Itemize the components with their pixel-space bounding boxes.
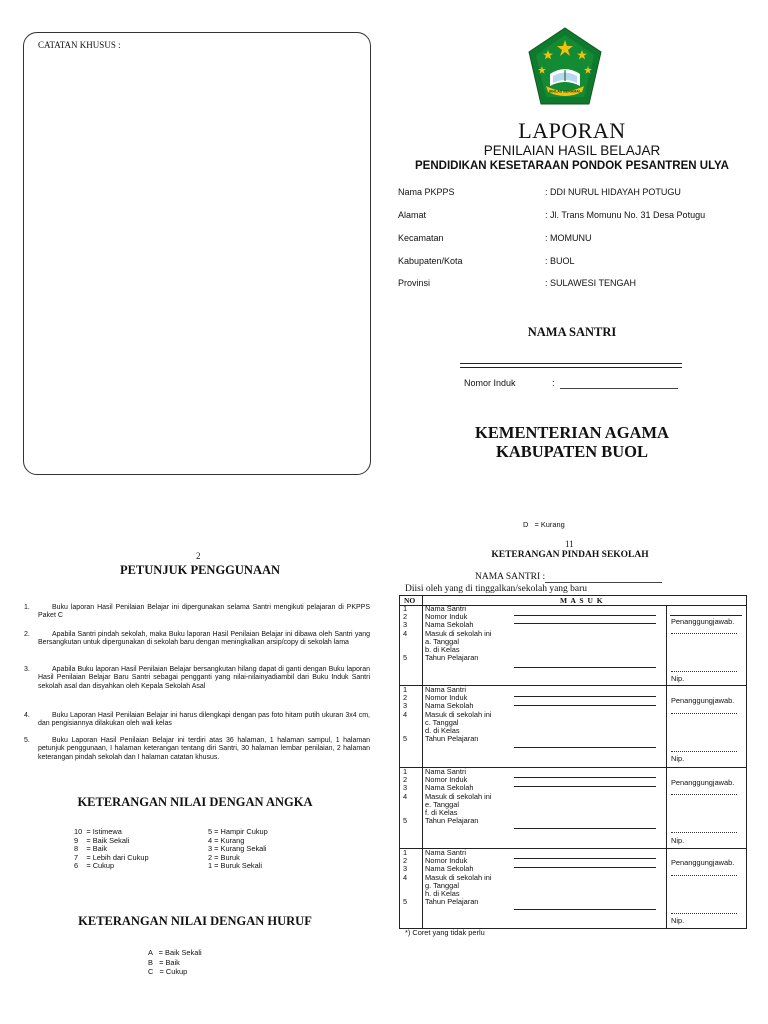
emblem-motto: IKHLAS BERAMAL xyxy=(548,89,582,94)
pindah-nama-santri-line xyxy=(545,582,662,583)
info-value-alamat: : Jl. Trans Momunu No. 31 Desa Potugu xyxy=(545,210,706,220)
grade-3: 3 = Kurang Sekali xyxy=(208,844,267,854)
table-row-block-2-nums: 1 2 3 4 5 xyxy=(403,685,408,744)
info-label-kabupaten: Kabupaten/Kota xyxy=(398,256,463,266)
grade-b: B = Baik xyxy=(148,957,180,967)
grade-c: C = Cukup xyxy=(148,967,188,976)
catatan-khusus-label: CATATAN KHUSUS : xyxy=(38,40,121,50)
info-label-kecamatan: Kecamatan xyxy=(398,233,444,243)
grade-6: 6 = Cukup xyxy=(74,861,115,871)
nilai-angka-right-list xyxy=(208,828,268,871)
grade-2: 2 = Buruk xyxy=(208,852,240,862)
petunjuk-num-2: 2. xyxy=(24,631,30,638)
info-value-kecamatan: : MOMUNU xyxy=(545,233,592,243)
cover-subtitle-2: PENDIDIKAN KESETARAAN PONDOK PESANTREN ULYA xyxy=(415,160,729,172)
grade-d: D = Kurang xyxy=(523,520,565,529)
petunjuk-title: PETUNJUK PENGGUNAAN xyxy=(119,563,281,577)
table-row-block-1-labels: Nama Santri Nomor Induk Nama Sekolah Masuk di sekolah ini a. Tanggal b. di Kelas Tahun Pelajaran xyxy=(425,604,492,663)
petunjuk-num-5: 5. xyxy=(24,737,30,744)
col-header-masuk: M A S U K xyxy=(560,596,604,605)
grade-9: 9 = Baik Sekali xyxy=(74,835,130,845)
page-number-11: 11 xyxy=(565,539,574,549)
info-value-kabupaten: : BUOL xyxy=(545,256,575,266)
grade-7: 7 = Lebih dari Cukup xyxy=(74,852,149,862)
nip-3: Nip. xyxy=(671,836,685,845)
nilai-angka-title: KETERANGAN NILAI DENGAN ANGKA xyxy=(77,795,313,809)
penanggungjawab-2: Penanggungjawab. xyxy=(671,696,735,705)
kemenag-emblem-icon xyxy=(526,26,604,108)
nilai-huruf-title: KETERANGAN NILAI DENGAN HURUF xyxy=(78,914,312,928)
info-label-nama-pkpps: Nama PKPPS xyxy=(398,187,455,197)
table-row-block-1-nums: 1 2 3 4 5 xyxy=(403,604,408,663)
pindah-title: KETERANGAN PINDAH SEKOLAH xyxy=(491,550,649,560)
nilai-huruf-list xyxy=(148,948,202,977)
cover-title: LAPORAN xyxy=(518,118,626,143)
nama-santri-line-bottom xyxy=(460,367,682,368)
nilai-angka-left-list xyxy=(74,828,149,871)
petunjuk-text-1: Buku laporan Hasil Penilaian Belajar ini dipergunakan selama Santri mengikuti pelajaran di PKPPS Paket C xyxy=(38,604,370,620)
petunjuk-text-2: Apabila Santri pindah sekolah, maka Buku laporan Hasil Penilaian Belajar ini dibawa oleh Santri yang Bersangkutan untuk dipergunakan di sekolah baru dengan meningkalkan arsip/copy di sekolah lama xyxy=(38,631,370,647)
table-row-block-3-labels: Nama Santri Nomor Induk Nama Sekolah Masuk di sekolah ini e. Tanggal f. di Kelas Tahun Pelajaran xyxy=(425,767,492,826)
pindah-table xyxy=(399,595,747,929)
grade-5: 5 = Hampir Cukup xyxy=(208,827,268,836)
grade-4: 4 = Kurang xyxy=(208,835,245,845)
penanggungjawab-1: Penanggungjawab. xyxy=(671,617,735,626)
page-number-2: 2 xyxy=(196,551,201,561)
petunjuk-text-3: Apabila Buku laporan Hasil Penilaian Belajar bersangkutan hilang dapat di ganti dengan Buku laporan Hasil Penilaian Belajar Baru Santri sebagai pengganti yang nilai-nilainyadiambil dari Buku Induk Santri sekolah asal dan disyahkan oleh Kepala Sekolah Asal xyxy=(38,666,370,690)
cover-subtitle-1: PENILAIAN HASIL BELAJAR xyxy=(483,143,661,158)
nomor-induk-label: Nomor Induk xyxy=(464,378,516,388)
info-value-provinsi: : SULAWESI TENGAH xyxy=(545,278,637,288)
petunjuk-num-4: 4. xyxy=(24,712,30,719)
pindah-nama-santri-label: NAMA SANTRI : xyxy=(475,572,546,582)
info-value-nama-pkpps: : DDI NURUL HIDAYAH POTUGU xyxy=(545,187,681,197)
petunjuk-num-1: 1. xyxy=(24,604,30,611)
nip-1: Nip. xyxy=(671,674,685,683)
info-label-alamat: Alamat xyxy=(398,210,427,220)
petunjuk-text-4: Buku Laporan Hasil Penilaian Belajar ini harus dilengkapi dengan pas foto hitam putih ukuran 3x4 cm, dan pengisiannya dilakukan oleh wali kelas xyxy=(38,712,370,728)
grade-a: A = Baik Sekali xyxy=(148,948,202,957)
nip-4: Nip. xyxy=(671,916,685,925)
footnote: *) Coret yang tidak perlu xyxy=(405,928,485,937)
penanggungjawab-4: Penanggungjawab. xyxy=(671,858,735,867)
kementerian-heading: KEMENTERIAN AGAMA xyxy=(475,423,669,442)
nip-2: Nip. xyxy=(671,754,685,763)
petunjuk-num-3: 3. xyxy=(24,666,30,673)
table-row-block-4-labels: Nama Santri Nomor Induk Nama Sekolah Masuk di sekolah ini g. Tanggal h. di Kelas Tahun Pelajaran xyxy=(425,848,492,907)
nomor-induk-colon: : xyxy=(552,378,555,388)
catatan-khusus-box xyxy=(23,32,371,475)
penanggungjawab-3: Penanggungjawab. xyxy=(671,778,735,787)
nama-santri-line-top xyxy=(460,363,682,364)
table-row-block-4-nums: 1 2 3 4 5 xyxy=(403,848,408,907)
nomor-induk-fill-line xyxy=(560,388,678,389)
petunjuk-text-5: Buku Laporan Hasil Penilaian Belajar ini terdiri atas 36 halaman, 1 halaman sampul, 1 halaman petunjuk penggunaan, I halaman keterangan tentang diri Santri, 30 halaman lembar penilaian, 2 halaman keterangan pindah sekolah dan I halaman catatan khusus. xyxy=(38,737,370,761)
grade-1: 1 = Buruk Sekali xyxy=(208,861,263,871)
info-label-provinsi: Provinsi xyxy=(398,278,431,288)
nama-santri-heading: NAMA SANTRI xyxy=(527,325,617,339)
col-header-no: NO xyxy=(404,596,416,605)
kabupaten-heading: KABUPATEN BUOL xyxy=(495,442,649,461)
table-row-block-2-labels: Nama Santri Nomor Induk Nama Sekolah Masuk di sekolah ini c. Tanggal d. di Kelas Tahun Pelajaran xyxy=(425,685,492,744)
pindah-instruction: Diisi oleh yang di tinggalkan/sekolah yang baru xyxy=(405,584,588,594)
grade-8: 8 = Baik xyxy=(74,844,108,854)
table-row-block-3-nums: 1 2 3 4 5 xyxy=(403,767,408,826)
grade-10: 10 = Istimewa xyxy=(74,827,122,836)
